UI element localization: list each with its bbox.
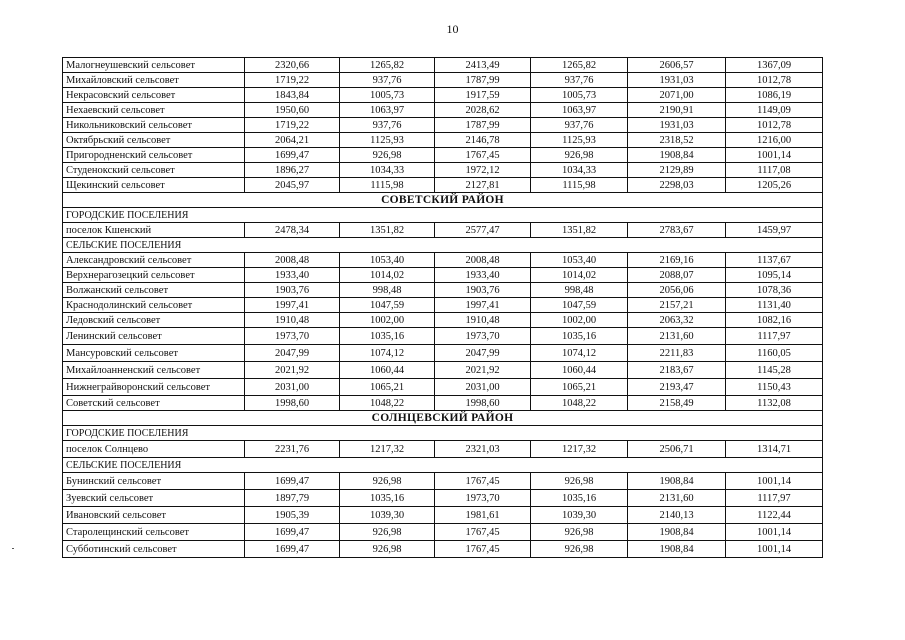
value-cell: 1005,73 <box>531 88 628 103</box>
value-cell: 926,98 <box>531 524 628 541</box>
table-row <box>63 88 823 103</box>
value-cell: 1086,19 <box>726 88 823 103</box>
value-cell: 1903,76 <box>435 283 531 298</box>
value-cell: 1265,82 <box>531 58 628 73</box>
value-cell: 1917,59 <box>435 88 531 103</box>
value-cell: 926,98 <box>531 473 628 490</box>
value-cell: 1981,61 <box>435 507 531 524</box>
value-cell: 1699,47 <box>245 473 340 490</box>
value-cell: 1117,97 <box>726 490 823 507</box>
value-cell: 937,76 <box>531 118 628 133</box>
section-header-row <box>63 208 823 223</box>
district-header-row <box>63 411 823 426</box>
settlement-name: Щекинский сельсовет <box>63 178 245 193</box>
value-cell: 1125,93 <box>531 133 628 148</box>
district-title: СОВЕТСКИЙ РАЙОН <box>63 193 823 208</box>
value-cell: 1459,97 <box>726 223 823 238</box>
value-cell: 1997,41 <box>435 298 531 313</box>
value-cell: 1035,16 <box>340 490 435 507</box>
settlement-name: Волжанский сельсовет <box>63 283 245 298</box>
value-cell: 1002,00 <box>531 313 628 328</box>
value-cell: 998,48 <box>340 283 435 298</box>
value-cell: 1035,16 <box>340 328 435 345</box>
value-cell: 2320,66 <box>245 58 340 73</box>
value-cell: 2088,07 <box>628 268 726 283</box>
settlement-name: Ленинский сельсовет <box>63 328 245 345</box>
value-cell: 1001,14 <box>726 524 823 541</box>
value-cell: 1132,08 <box>726 396 823 411</box>
value-cell: 1767,45 <box>435 148 531 163</box>
settlement-name: Субботинский сельсовет <box>63 541 245 558</box>
value-cell: 2193,47 <box>628 379 726 396</box>
value-cell: 1048,22 <box>340 396 435 411</box>
value-cell: 1131,40 <box>726 298 823 313</box>
table-row <box>63 73 823 88</box>
value-cell: 926,98 <box>340 524 435 541</box>
value-cell: 1997,41 <box>245 298 340 313</box>
value-cell: 2047,99 <box>435 345 531 362</box>
settlement-name: Михайловский сельсовет <box>63 73 245 88</box>
table-row <box>63 379 823 396</box>
settlement-name: Нижнеграйворонский сельсовет <box>63 379 245 396</box>
value-cell: 1787,99 <box>435 118 531 133</box>
table-row <box>63 441 823 458</box>
settlement-name: Никольниковский сельсовет <box>63 118 245 133</box>
value-cell: 1065,21 <box>531 379 628 396</box>
table-row <box>63 283 823 298</box>
table-row <box>63 118 823 133</box>
value-cell: 2140,13 <box>628 507 726 524</box>
settlement-name: Верхнерагозецкий сельсовет <box>63 268 245 283</box>
value-cell: 926,98 <box>531 541 628 558</box>
value-cell: 1950,60 <box>245 103 340 118</box>
value-cell: 1265,82 <box>340 58 435 73</box>
table-row <box>63 163 823 178</box>
value-cell: 926,98 <box>340 148 435 163</box>
value-cell: 1035,16 <box>531 328 628 345</box>
table-row <box>63 490 823 507</box>
value-cell: 1973,70 <box>435 490 531 507</box>
value-cell: 2146,78 <box>435 133 531 148</box>
value-cell: 1905,39 <box>245 507 340 524</box>
value-cell: 1053,40 <box>340 253 435 268</box>
value-cell: 1048,22 <box>531 396 628 411</box>
value-cell: 2506,71 <box>628 441 726 458</box>
value-cell: 1314,71 <box>726 441 823 458</box>
value-cell: 926,98 <box>531 148 628 163</box>
value-cell: 2606,57 <box>628 58 726 73</box>
value-cell: 1973,70 <box>245 328 340 345</box>
district-header-row <box>63 193 823 208</box>
value-cell: 1216,00 <box>726 133 823 148</box>
value-cell: 937,76 <box>531 73 628 88</box>
settlement-name: поселок Солнцево <box>63 441 245 458</box>
value-cell: 2031,00 <box>245 379 340 396</box>
table-row <box>63 541 823 558</box>
value-cell: 2127,81 <box>435 178 531 193</box>
value-cell: 1082,16 <box>726 313 823 328</box>
value-cell: 1002,00 <box>340 313 435 328</box>
value-cell: 1719,22 <box>245 73 340 88</box>
value-cell: 1060,44 <box>340 362 435 379</box>
table-row <box>63 345 823 362</box>
value-cell: 2045,97 <box>245 178 340 193</box>
value-cell: 2190,91 <box>628 103 726 118</box>
table-row <box>63 178 823 193</box>
value-cell: 1367,09 <box>726 58 823 73</box>
value-cell: 926,98 <box>340 473 435 490</box>
value-cell: 937,76 <box>340 73 435 88</box>
value-cell: 2021,92 <box>435 362 531 379</box>
settlement-name: Александровский сельсовет <box>63 253 245 268</box>
value-cell: 2021,92 <box>245 362 340 379</box>
value-cell: 2231,76 <box>245 441 340 458</box>
value-cell: 1125,93 <box>340 133 435 148</box>
value-cell: 2169,16 <box>628 253 726 268</box>
table-row <box>63 253 823 268</box>
settlement-name: Михайлоанненский сельсовет <box>63 362 245 379</box>
table-row <box>63 58 823 73</box>
value-cell: 937,76 <box>340 118 435 133</box>
value-cell: 1047,59 <box>340 298 435 313</box>
settlement-name: Ледовский сельсовет <box>63 313 245 328</box>
value-cell: 1719,22 <box>245 118 340 133</box>
settlement-name: Пригородненский сельсовет <box>63 148 245 163</box>
value-cell: 1047,59 <box>531 298 628 313</box>
table-row <box>63 507 823 524</box>
table-row <box>63 328 823 345</box>
value-cell: 2183,67 <box>628 362 726 379</box>
settlement-name: Бунинский сельсовет <box>63 473 245 490</box>
value-cell: 1012,78 <box>726 118 823 133</box>
value-cell: 1034,33 <box>340 163 435 178</box>
value-cell: 1065,21 <box>340 379 435 396</box>
value-cell: 1908,84 <box>628 524 726 541</box>
value-cell: 2063,32 <box>628 313 726 328</box>
section-title: СЕЛЬСКИЕ ПОСЕЛЕНИЯ <box>63 238 823 253</box>
value-cell: 2413,49 <box>435 58 531 73</box>
value-cell: 1933,40 <box>245 268 340 283</box>
value-cell: 926,98 <box>340 541 435 558</box>
value-cell: 1001,14 <box>726 541 823 558</box>
value-cell: 1931,03 <box>628 73 726 88</box>
table-row <box>63 148 823 163</box>
value-cell: 2131,60 <box>628 490 726 507</box>
table-row <box>63 313 823 328</box>
value-cell: 2157,21 <box>628 298 726 313</box>
section-header-row <box>63 238 823 253</box>
value-cell: 2008,48 <box>245 253 340 268</box>
value-cell: 1767,45 <box>435 524 531 541</box>
table-row <box>63 103 823 118</box>
value-cell: 1931,03 <box>628 118 726 133</box>
table-row <box>63 268 823 283</box>
value-cell: 1001,14 <box>726 473 823 490</box>
settlement-name: поселок Кшенский <box>63 223 245 238</box>
value-cell: 1014,02 <box>531 268 628 283</box>
table-row <box>63 223 823 238</box>
settlement-name: Ивановский сельсовет <box>63 507 245 524</box>
value-cell: 2056,06 <box>628 283 726 298</box>
value-cell: 1767,45 <box>435 541 531 558</box>
value-cell: 1896,27 <box>245 163 340 178</box>
settlement-name: Советский сельсовет <box>63 396 245 411</box>
value-cell: 1060,44 <box>531 362 628 379</box>
value-cell: 1205,26 <box>726 178 823 193</box>
value-cell: 2047,99 <box>245 345 340 362</box>
value-cell: 1149,09 <box>726 103 823 118</box>
value-cell: 1074,12 <box>531 345 628 362</box>
value-cell: 1351,82 <box>340 223 435 238</box>
value-cell: 1115,98 <box>531 178 628 193</box>
table-row <box>63 362 823 379</box>
value-cell: 1910,48 <box>435 313 531 328</box>
value-cell: 1035,16 <box>531 490 628 507</box>
value-cell: 1217,32 <box>340 441 435 458</box>
value-cell: 1014,02 <box>340 268 435 283</box>
value-cell: 1908,84 <box>628 541 726 558</box>
value-cell: 2321,03 <box>435 441 531 458</box>
value-cell: 1039,30 <box>531 507 628 524</box>
value-cell: 1843,84 <box>245 88 340 103</box>
value-cell: 1115,98 <box>340 178 435 193</box>
section-title: СЕЛЬСКИЕ ПОСЕЛЕНИЯ <box>63 458 823 473</box>
table-row <box>63 473 823 490</box>
value-cell: 2031,00 <box>435 379 531 396</box>
value-cell: 1005,73 <box>340 88 435 103</box>
value-cell: 2783,67 <box>628 223 726 238</box>
value-cell: 1908,84 <box>628 473 726 490</box>
value-cell: 2478,34 <box>245 223 340 238</box>
value-cell: 1117,08 <box>726 163 823 178</box>
value-cell: 2064,21 <box>245 133 340 148</box>
value-cell: 998,48 <box>531 283 628 298</box>
value-cell: 1063,97 <box>531 103 628 118</box>
value-cell: 1699,47 <box>245 524 340 541</box>
settlement-name: Октябрьский сельсовет <box>63 133 245 148</box>
value-cell: 1767,45 <box>435 473 531 490</box>
value-cell: 2071,00 <box>628 88 726 103</box>
value-cell: 1074,12 <box>340 345 435 362</box>
page-number: 10 <box>446 22 459 36</box>
value-cell: 1897,79 <box>245 490 340 507</box>
table-row <box>63 524 823 541</box>
value-cell: 1787,99 <box>435 73 531 88</box>
table-row <box>63 133 823 148</box>
value-cell: 1150,43 <box>726 379 823 396</box>
section-header-row <box>63 426 823 441</box>
settlement-name: Студенокский сельсовет <box>63 163 245 178</box>
table-row <box>63 396 823 411</box>
value-cell: 1351,82 <box>531 223 628 238</box>
value-cell: 2298,03 <box>628 178 726 193</box>
value-cell: 1039,30 <box>340 507 435 524</box>
value-cell: 1217,32 <box>531 441 628 458</box>
value-cell: 1908,84 <box>628 148 726 163</box>
value-cell: 1699,47 <box>245 541 340 558</box>
value-cell: 1137,67 <box>726 253 823 268</box>
value-cell: 1117,97 <box>726 328 823 345</box>
value-cell: 1034,33 <box>531 163 628 178</box>
value-cell: 1145,28 <box>726 362 823 379</box>
value-cell: 1699,47 <box>245 148 340 163</box>
settlement-name: Нехаевский сельсовет <box>63 103 245 118</box>
settlement-name: Краснодолинский сельсовет <box>63 298 245 313</box>
value-cell: 1012,78 <box>726 73 823 88</box>
value-cell: 2318,52 <box>628 133 726 148</box>
value-cell: 2028,62 <box>435 103 531 118</box>
tariff-table <box>62 57 823 558</box>
value-cell: 2577,47 <box>435 223 531 238</box>
scan-mark <box>12 548 14 549</box>
settlement-name: Некрасовский сельсовет <box>63 88 245 103</box>
settlement-name: Зуевский сельсовет <box>63 490 245 507</box>
value-cell: 2158,49 <box>628 396 726 411</box>
value-cell: 1078,36 <box>726 283 823 298</box>
value-cell: 1063,97 <box>340 103 435 118</box>
value-cell: 1910,48 <box>245 313 340 328</box>
section-title: ГОРОДСКИЕ ПОСЕЛЕНИЯ <box>63 208 823 223</box>
settlement-name: Мансуровский сельсовет <box>63 345 245 362</box>
value-cell: 1160,05 <box>726 345 823 362</box>
section-header-row <box>63 458 823 473</box>
value-cell: 1095,14 <box>726 268 823 283</box>
district-title: СОЛНЦЕВСКИЙ РАЙОН <box>63 411 823 426</box>
section-title: ГОРОДСКИЕ ПОСЕЛЕНИЯ <box>63 426 823 441</box>
value-cell: 2211,83 <box>628 345 726 362</box>
value-cell: 1001,14 <box>726 148 823 163</box>
table-row <box>63 298 823 313</box>
value-cell: 2131,60 <box>628 328 726 345</box>
settlement-name: Малогнеушевский сельсовет <box>63 58 245 73</box>
value-cell: 1998,60 <box>245 396 340 411</box>
value-cell: 1972,12 <box>435 163 531 178</box>
value-cell: 1998,60 <box>435 396 531 411</box>
value-cell: 1122,44 <box>726 507 823 524</box>
value-cell: 2008,48 <box>435 253 531 268</box>
value-cell: 1903,76 <box>245 283 340 298</box>
settlement-name: Старолещинский сельсовет <box>63 524 245 541</box>
value-cell: 1933,40 <box>435 268 531 283</box>
value-cell: 1973,70 <box>435 328 531 345</box>
value-cell: 1053,40 <box>531 253 628 268</box>
value-cell: 2129,89 <box>628 163 726 178</box>
